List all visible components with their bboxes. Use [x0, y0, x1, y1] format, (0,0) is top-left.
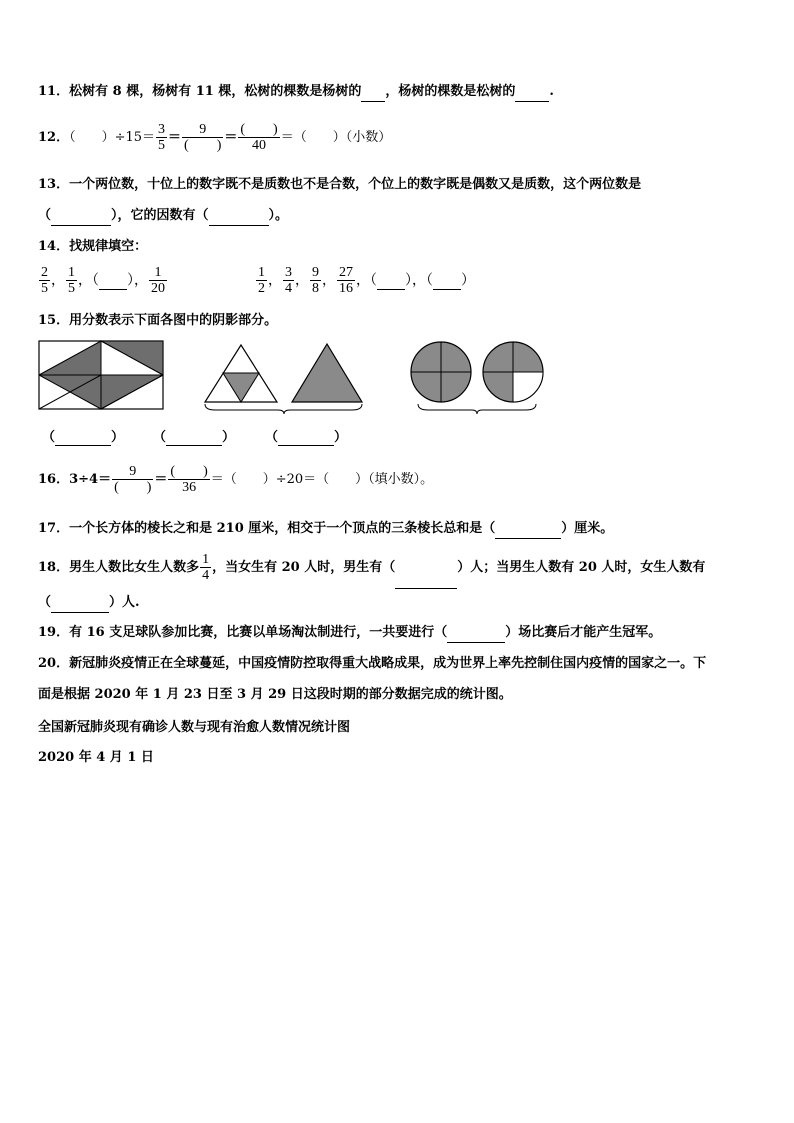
- answer-blank[interactable]: ( ): [170, 464, 208, 479]
- pattern-left: $\frac{2}{5}$ ， $\frac{1}{5}$ ，（ ）， $\frac{1}{20}$: [41, 265, 165, 296]
- answer-blank[interactable]: [377, 273, 405, 290]
- answer-blank[interactable]: [209, 207, 269, 226]
- question-12: 12．（ ）÷15＝ $\frac{3}{5}$ ＝ $\frac{9}{( )}$ ＝ $\frac{( )}{40}$ ＝（ ）（小数）: [38, 122, 392, 153]
- brace: [205, 404, 362, 414]
- circle-figure-1: [411, 342, 471, 402]
- answer-blank[interactable]: [99, 273, 127, 290]
- q-number: 11．: [38, 84, 70, 99]
- q15-blank-2[interactable]: （ ）: [153, 430, 236, 445]
- question-14: 14．找规律填空：: [38, 239, 148, 254]
- answer-blank[interactable]: ( ): [114, 480, 152, 495]
- q15-blank-3[interactable]: （ ）: [265, 430, 348, 445]
- question-17: 17．一个长方体的棱长之和是 210 厘米，相交于一个顶点的三条棱长总和是（ ）厘米。: [38, 520, 613, 539]
- question-13: 13．一个两位数，十位上的数字既不是质数也不是合数，个位上的数字既是偶数又是质数，这个两位数是: [38, 177, 642, 192]
- chart-title: 全国新冠肺炎现有确诊人数与现有治愈人数情况统计图: [38, 720, 351, 735]
- answer-blank[interactable]: [395, 548, 457, 589]
- question-18: 18．男生人数比女生人数多 $\frac{1}{4}$ ，当女生有 20 人时，男生有（ ）人；当男生人数有 20 人时，女生人数有: [38, 548, 705, 589]
- question-13-line2: （ ），它的因数有（ ）。: [38, 207, 288, 226]
- question-15: 15．用分数表示下面各图中的阴影部分。: [38, 313, 278, 328]
- circle-figure-2: [483, 342, 543, 402]
- question-16: 16．3÷4＝ $\frac{9}{( )}$ ＝ $\frac{( )}{36}$ ＝（ ）÷20＝（ ）（填小数）。: [38, 464, 434, 495]
- answer-blank[interactable]: [433, 273, 461, 290]
- question-18-line2: （ ）人.: [38, 594, 140, 613]
- answer-blank[interactable]: [447, 624, 505, 643]
- answer-blank[interactable]: [515, 83, 549, 102]
- large-triangle-figure: [292, 344, 362, 402]
- answer-blank[interactable]: ( ): [240, 122, 278, 137]
- answer-blank[interactable]: [495, 520, 561, 539]
- question-20: 20．新冠肺炎疫情正在全球蔓延，中国疫情防控取得重大战略成果，成为世界上率先控制住国内疫情的国家之一。下: [38, 656, 707, 671]
- fraction: $\frac{9}{( )}$: [184, 122, 222, 153]
- small-triangle-figure: [205, 345, 277, 402]
- brace: [418, 404, 536, 414]
- question-11: 11．松树有 8 棵，杨树有 11 棵，松树的棵数是杨树的 ，杨树的棵数是松树的 .: [38, 83, 554, 102]
- fraction: $\frac{3}{5}$: [158, 122, 166, 153]
- answer-blank[interactable]: [361, 83, 385, 102]
- rectangle-figure: [39, 341, 163, 409]
- answer-blank[interactable]: ( ): [184, 138, 222, 153]
- fraction: $\frac{( )}{40}$: [240, 122, 278, 153]
- pattern-right: $\frac{1}{2}$ ， $\frac{3}{4}$ ， $\frac{9}{8}$ ， $\frac{27}{16}$ ，（ ），（ ）: [258, 265, 475, 296]
- q15-blank-1[interactable]: （ ）: [42, 430, 125, 445]
- answer-blank[interactable]: [51, 207, 111, 226]
- answer-blank[interactable]: [51, 594, 109, 613]
- question-19: 19．有 16 支足球队参加比赛，比赛以单场淘汰制进行，一共要进行（ ）场比赛后才能产生冠军。: [38, 624, 661, 643]
- chart-date: 2020 年 4 月 1 日: [38, 750, 154, 765]
- question-20-line2: 面是根据 2020 年 1 月 23 日至 3 月 29 日这段时期的部分数据完成的统计图。: [38, 687, 512, 702]
